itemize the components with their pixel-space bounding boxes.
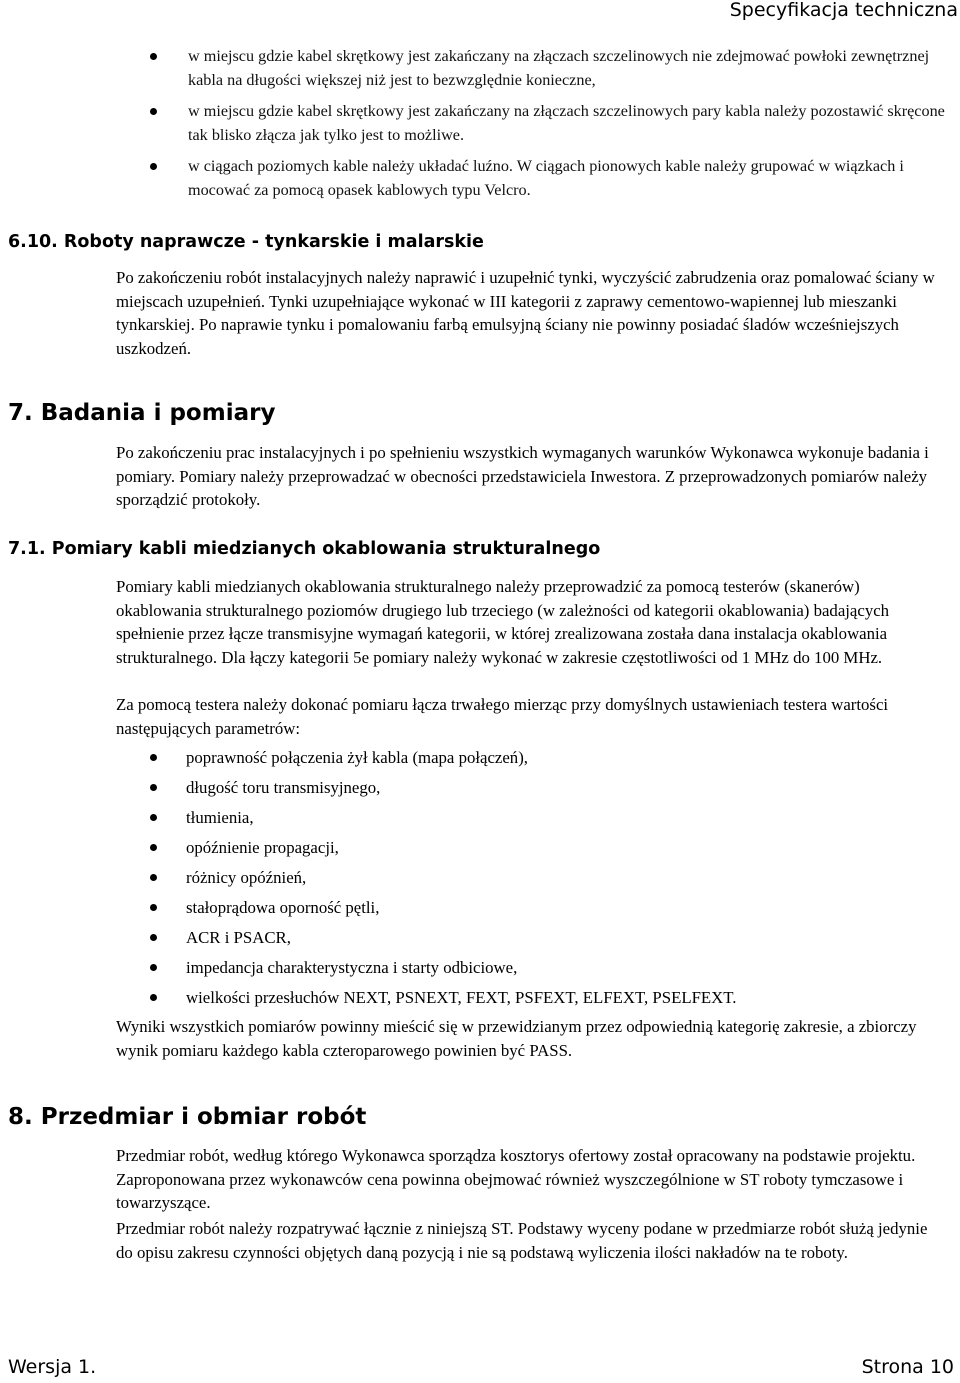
section-heading-7: 7. Badania i pomiary — [8, 400, 276, 426]
list-item — [0, 803, 960, 833]
section-heading-6-10: 6.10. Roboty naprawcze - tynkarskie i malarskie — [8, 232, 484, 252]
list-item-text: impedancja charakterystyczna i starty odbiciowe, — [186, 958, 518, 977]
list-item — [0, 893, 960, 923]
bullet-icon — [150, 844, 157, 851]
list-item-text: długość toru transmisyjnego, — [186, 778, 381, 797]
section-paragraph: Wyniki wszystkich pomiarów powinny mieścić się w przewidzianym przez odpowiednią kategorię zakresie, a zbiorczy wynik pomiaru każdego kabla czteroparowego powinien być PASS. — [116, 1017, 917, 1060]
bullet-icon — [150, 108, 157, 115]
footer-page-number: Strona 10 — [861, 1356, 954, 1378]
cabling-rules-list — [0, 44, 960, 204]
bullet-icon — [150, 874, 157, 881]
list-item — [0, 773, 960, 803]
list-item-text: poprawność połączenia żył kabla (mapa połączeń), — [186, 748, 528, 767]
list-item-text: wielkości przesłuchów NEXT, PSNEXT, FEXT, PSFEXT, ELFEXT, PSELFEXT. — [186, 988, 737, 1007]
list-item-text: w miejscu gdzie kabel skrętkowy jest zakańczany na złączach szczelinowych nie zdejmować powłoki zewnętrznej kabla na długości większej niż jest to bezwzględnie konieczne, — [188, 47, 930, 89]
list-item-text: różnicy opóźnień, — [186, 868, 307, 887]
section-paragraph: Po zakończeniu prac instalacyjnych i po spełnieniu wszystkich wymaganych warunków Wykonawca wykonuje badania i pomiary. Pomiary należy przeprowadzać w obecności przedstawiciela Inwestora. Z przeprowadzonych pomiarów należy sporządzić protokoły. — [116, 443, 929, 510]
bullet-icon — [150, 994, 157, 1001]
bullet-icon — [150, 784, 157, 791]
list-item — [0, 99, 960, 149]
list-item — [0, 833, 960, 863]
list-item — [0, 983, 960, 1013]
list-item-text: w ciągach poziomych kable należy układać luźno. W ciągach pionowych kable należy grupować w wiązkach i mocować za pomocą opasek kablowych typu Velcro. — [188, 157, 904, 199]
list-item — [0, 923, 960, 953]
list-item — [0, 154, 960, 204]
document-header-title: Specyfikacja techniczna — [729, 0, 958, 21]
list-item-text: opóźnienie propagacji, — [186, 838, 339, 857]
list-item-text: w miejscu gdzie kabel skrętkowy jest zakańczany na złączach szczelinowych pary kabla należy pozostawić skręcone tak blisko złącza jak tylko jest to możliwe. — [188, 102, 945, 144]
section-paragraph: Po zakończeniu robót instalacyjnych należy naprawić i uzupełnić tynki, wyczyścić zabrudzenia oraz pomalować ściany w miejscach uzupełnień. Tynki uzupełniające wykonać w III kategorii z zaprawy cementowo-wapiennej lub mieszanki tynkarskiej. Po naprawie tynku i pomalowaniu farbą emulsyjną ściany nie powinny posiadać śladów wcześniejszych uszkodzeń. — [116, 268, 935, 358]
section-paragraph: Za pomocą testera należy dokonać pomiaru łącza trwałego mierząc przy domyślnych ustawieniach testera wartości następujących parametrów: — [116, 695, 889, 738]
list-item-text: ACR i PSACR, — [186, 928, 291, 947]
section-heading-7-1: 7.1. Pomiary kabli miedzianych okablowania strukturalnego — [8, 539, 601, 559]
section-heading-8: 8. Przedmiar i obmiar robót — [8, 1104, 367, 1130]
measurement-parameters-list — [0, 743, 960, 1013]
bullet-icon — [150, 964, 157, 971]
list-item — [0, 44, 960, 94]
list-item-text: tłumienia, — [186, 808, 254, 827]
bullet-icon — [150, 934, 157, 941]
bullet-icon — [150, 53, 157, 60]
bullet-icon — [150, 754, 157, 761]
list-item — [0, 743, 960, 773]
section-paragraph: Przedmiar robót należy rozpatrywać łącznie z niniejszą ST. Podstawy wyceny podane w przedmiarze robót służą jedynie do opisu zakresu czynności objętych daną pozycją i nie są podstawą wyliczenia ilości nakładów na te roboty. — [116, 1219, 928, 1262]
section-paragraph: Pomiary kabli miedzianych okablowania strukturalnego należy przeprowadzić za pomocą testerów (skanerów) okablowania strukturalnego poziomów drugiego lub trzeciego (w zależności od kategorii okablowania) badających spełnienie przez łącze transmisyjne wymagań kategorii, w której zrealizowana została dana instalacja okablowania strukturalnego. Dla łączy kategorii 5e pomiary należy wykonać w zakresie częstotliwości od 1 MHz do 100 MHz. — [116, 577, 890, 667]
section-paragraph: Przedmiar robót, według którego Wykonawca sporządza kosztorys ofertowy został opracowany na podstawie projektu. Zaproponowana przez wykonawców cena powinna obejmować również wyszczególnione w ST roboty tymczasowe i towarzyszące. — [116, 1146, 916, 1213]
list-item-text: stałoprądowa oporność pętli, — [186, 898, 380, 917]
bullet-icon — [150, 163, 157, 170]
bullet-icon — [150, 904, 157, 911]
list-item — [0, 953, 960, 983]
bullet-icon — [150, 814, 157, 821]
list-item — [0, 863, 960, 893]
footer-version: Wersja 1. — [8, 1356, 97, 1378]
